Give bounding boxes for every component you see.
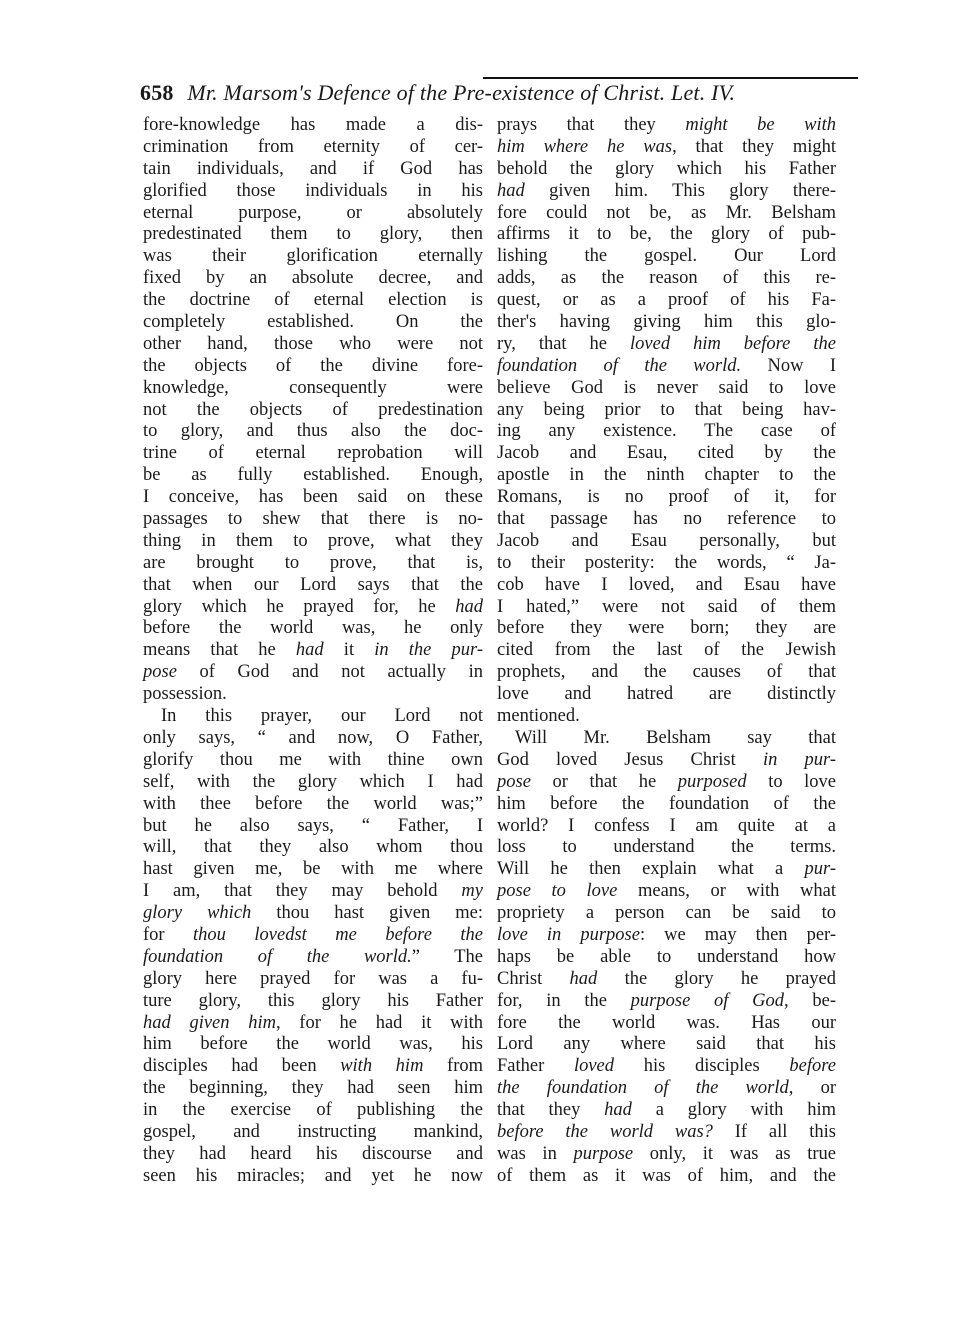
text-line: the beginning, they had seen him (143, 1078, 483, 1099)
text-line: any being prior to that being hav- (497, 399, 836, 420)
text-line: for thou lovedst me before the (143, 924, 483, 945)
text-line: passages to shew that there is no- (143, 509, 483, 530)
text-line: I conceive, has been said on these (143, 487, 483, 508)
text-line: are brought to prove, that is, (143, 552, 483, 573)
text-line: had given him. This glory there- (497, 180, 836, 201)
text-line: not the objects of predestination (143, 399, 483, 420)
text-line: of them as it was of him, and the (497, 1165, 836, 1186)
text-line: ture glory, this glory his Father (143, 990, 483, 1011)
text-line: ry, that he loved him before the (497, 333, 836, 354)
text-line: to their posterity: the words, “ Ja- (497, 552, 836, 573)
text-line: affirms it to be, the glory of pub- (497, 224, 836, 245)
text-line: foundation of the world.” The (143, 946, 484, 967)
text-line: tain individuals, and if God has (143, 158, 483, 179)
text-line: lishing the gospel. Our Lord (497, 246, 836, 267)
text-line: ing any existence. The case of (497, 421, 836, 442)
text-line: disciples had been with him from (143, 1056, 484, 1077)
text-line: they had heard his discourse and (143, 1143, 483, 1164)
text-line: propriety a person can be said to (497, 903, 836, 924)
text-line: him before the foundation of the (497, 793, 836, 814)
text-line: be as fully established. Enough, (143, 465, 483, 486)
text-line: pose or that he purposed to love (497, 771, 836, 792)
text-line: before they were born; they are (497, 618, 836, 639)
text-line: but he also says, “ Father, I (143, 815, 483, 836)
text-line: will, that they also whom thou (143, 837, 483, 858)
text-line: mentioned. (497, 706, 580, 727)
text-line: Romans, is no proof of it, for (497, 487, 836, 508)
running-header (140, 80, 860, 110)
text-line: glory which thou hast given me: (143, 903, 483, 924)
text-line: him before the world was, his (143, 1034, 483, 1055)
text-line: was in purpose only, it was as true (497, 1143, 836, 1164)
text-line: love in purpose: we may then per- (497, 924, 837, 945)
text-line: Father loved his disciples before (497, 1056, 836, 1077)
text-line: means that he had it in the pur- (143, 640, 484, 661)
text-line: God loved Jesus Christ in pur- (497, 749, 836, 770)
text-line: knowledge, consequently were (143, 377, 483, 398)
text-line: I hated,” were not said of them (497, 596, 836, 617)
page-number: 658 (140, 80, 174, 105)
text-line: seen his miracles; and yet he now (143, 1165, 483, 1186)
text-line: the foundation of the world, or (497, 1078, 836, 1099)
text-line: fore-knowledge has made a dis- (143, 115, 483, 135)
text-line: glory which he prayed for, he had (143, 596, 483, 617)
text-line: had given him, for he had it with (143, 1012, 484, 1033)
text-line: in the exercise of publishing the (143, 1100, 483, 1121)
text-line: that they had a glory with him (497, 1100, 836, 1121)
text-line: ther's having giving him this glo- (497, 312, 836, 333)
text-line: cited from the last of the Jewish (497, 640, 836, 661)
text-line: that passage has no reference to (497, 509, 836, 530)
text-line: with thee before the world was;” (143, 793, 483, 814)
text-line: for, in the purpose of God, be- (497, 990, 836, 1011)
text-line: Lord any where said that his (497, 1034, 836, 1055)
text-line: before the world was, he only (143, 618, 483, 639)
text-line: Jacob and Esau, cited by the (497, 443, 836, 464)
text-line: predestinated them to glory, then (143, 224, 483, 245)
text-line: to glory, and thus also the doc- (143, 421, 483, 442)
text-line: pose to love means, or with what (497, 881, 836, 902)
text-line: crimination from eternity of cer- (143, 136, 483, 157)
text-line: quest, or as a proof of his Fa- (497, 290, 836, 311)
text-line: completely established. On the (143, 312, 483, 333)
left-text-column (143, 115, 483, 1188)
text-line: him where he was, that they might (497, 136, 837, 157)
text-line: believe God is never said to love (497, 377, 836, 398)
right-text-column (497, 115, 836, 1188)
header-rule (483, 77, 858, 79)
text-line: gospel, and instructing mankind, (143, 1121, 483, 1142)
text-line: glorify thou me with thine own (143, 749, 483, 770)
text-line: adds, as the reason of this re- (497, 268, 836, 289)
text-line: the doctrine of eternal election is (143, 290, 483, 311)
text-line: only says, “ and now, O Father, (143, 727, 483, 748)
text-line: Will Mr. Belsham say that (515, 727, 836, 748)
text-line: loss to understand the terms. (497, 837, 836, 858)
text-line: In this prayer, our Lord not (161, 706, 483, 727)
text-line: pose of God and not actually in (143, 662, 483, 683)
text-line: apostle in the ninth chapter to the (497, 465, 836, 486)
text-line: fixed by an absolute decree, and (143, 268, 483, 289)
text-line: Christ had the glory he prayed (497, 968, 836, 989)
text-line: the objects of the divine fore- (143, 355, 483, 376)
running-title: Mr. Marsom's Defence of the Pre-existence of Christ. Let. IV. (187, 80, 736, 105)
text-line: Will he then explain what a pur- (497, 859, 836, 880)
text-line: love and hatred are distinctly (497, 684, 836, 705)
text-line: I am, that they may behold my (143, 881, 483, 902)
text-line: behold the glory which his Father (497, 158, 836, 179)
text-line: fore could not be, as Mr. Belsham (497, 202, 836, 223)
text-line: before the world was? If all this (497, 1121, 836, 1142)
text-line: other hand, those who were not (143, 333, 483, 354)
text-line: trine of eternal reprobation will (143, 443, 483, 464)
text-line: haps be able to understand how (497, 946, 836, 967)
text-line: prays that they might be with (497, 115, 836, 135)
text-line: fore the world was. Has our (497, 1012, 836, 1033)
text-line: foundation of the world. Now I (497, 355, 836, 376)
text-line: prophets, and the causes of that (497, 662, 836, 683)
text-line: Jacob and Esau personally, but (497, 530, 836, 551)
text-line: glorified those individuals in his (143, 180, 483, 201)
text-line: world? I confess I am quite at a (497, 815, 836, 836)
text-line: self, with the glory which I had (143, 771, 483, 792)
text-line: thing in them to prove, what they (143, 530, 483, 551)
text-line: possession. (143, 684, 227, 705)
text-line: cob have I loved, and Esau have (497, 574, 836, 595)
text-line: was their glorification eternally (143, 246, 483, 267)
text-line: that when our Lord says that the (143, 574, 483, 595)
text-line: glory here prayed for was a fu- (143, 968, 483, 989)
text-line: hast given me, be with me where (143, 859, 483, 880)
text-line: eternal purpose, or absolutely (143, 202, 483, 223)
